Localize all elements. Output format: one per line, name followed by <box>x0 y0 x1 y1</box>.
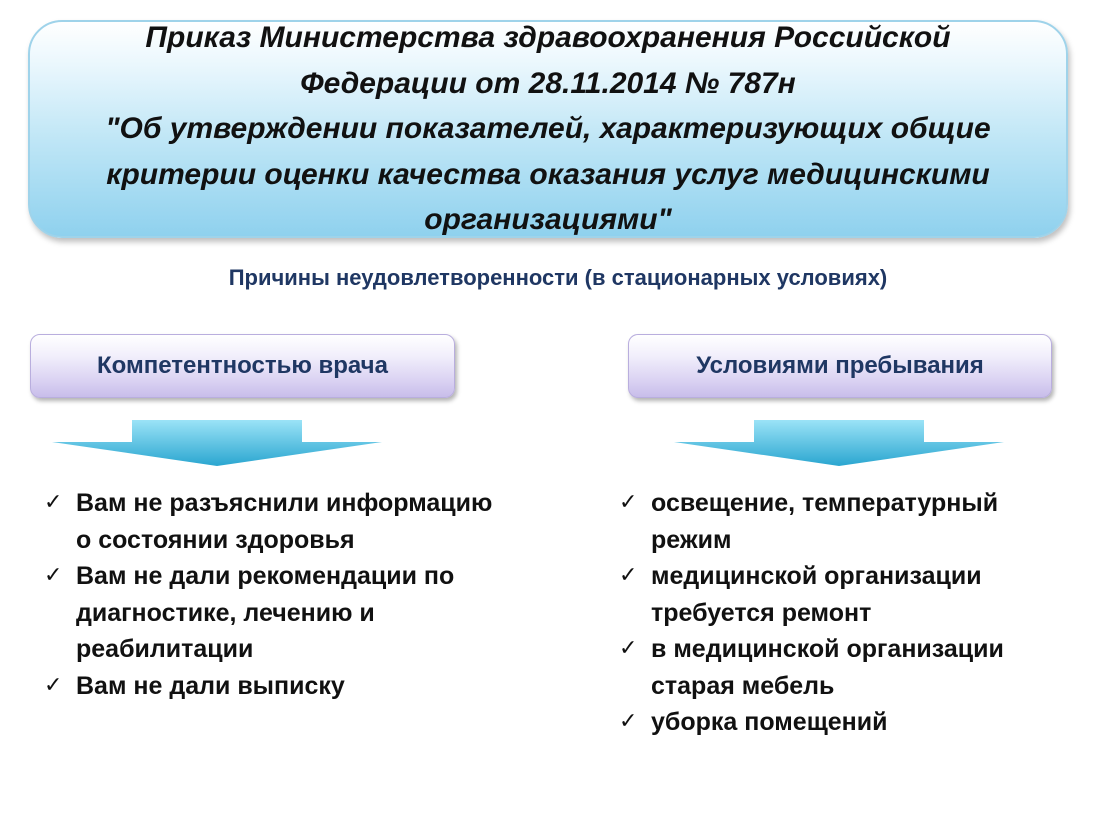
item-line: в медицинской организации <box>651 635 1004 663</box>
section-subtitle: Причины неудовлетворенности (в стационарных условиях) <box>228 265 888 290</box>
item-line: о состоянии здоровья <box>76 525 355 554</box>
category-label: Компетентностью врача <box>97 352 388 379</box>
checkmark-icon: ✓ <box>44 563 63 588</box>
checkmark-icon: ✓ <box>619 563 638 588</box>
category-box-stay-conditions <box>628 334 1052 398</box>
title-line: Приказ Министерства здравоохранения Российской <box>145 21 951 55</box>
down-arrow-icon <box>52 418 382 468</box>
list-item <box>40 558 550 668</box>
document-title <box>65 15 1030 243</box>
title-line: организациями" <box>424 203 672 237</box>
down-arrow-icon <box>674 418 1004 468</box>
checkmark-icon: ✓ <box>619 636 638 661</box>
item-line: освещение, температурный <box>651 489 999 517</box>
checkmark-icon: ✓ <box>619 709 638 734</box>
item-line: Вам не разъяснили информацию <box>76 489 493 517</box>
checkmark-icon: ✓ <box>44 490 63 515</box>
item-line: медицинской организации <box>651 562 982 590</box>
stay-conditions-list <box>615 485 1095 741</box>
list-item <box>40 668 550 705</box>
item-line: Вам не дали рекомендации по <box>76 562 455 590</box>
title-line: критерии оценки качества оказания услуг медицинскими <box>106 157 990 191</box>
list-item <box>40 485 550 558</box>
item-line: требуется ремонт <box>651 598 872 627</box>
checkmark-icon: ✓ <box>619 490 638 515</box>
title-line: Федерации от 28.11.2014 № 787н <box>300 66 796 100</box>
item-line: режим <box>651 525 732 554</box>
list-item <box>615 485 1095 558</box>
list-item <box>615 558 1095 631</box>
item-line: уборка помещений <box>651 708 888 736</box>
list-item <box>615 704 1095 741</box>
item-line: реабилитации <box>76 635 254 663</box>
list-item <box>615 631 1095 704</box>
checkmark-icon: ✓ <box>44 672 63 698</box>
title-banner <box>28 20 1068 238</box>
category-box-doctor-competence <box>30 334 455 398</box>
title-line: "Об утверждении показателей, характеризующих общие <box>105 112 991 146</box>
category-label: Условиями пребывания <box>696 352 984 379</box>
item-line: Вам не дали выписку <box>76 671 345 700</box>
doctor-competence-list <box>40 485 550 704</box>
item-line: диагностике, лечению и <box>76 598 375 627</box>
item-line: старая мебель <box>651 671 835 700</box>
